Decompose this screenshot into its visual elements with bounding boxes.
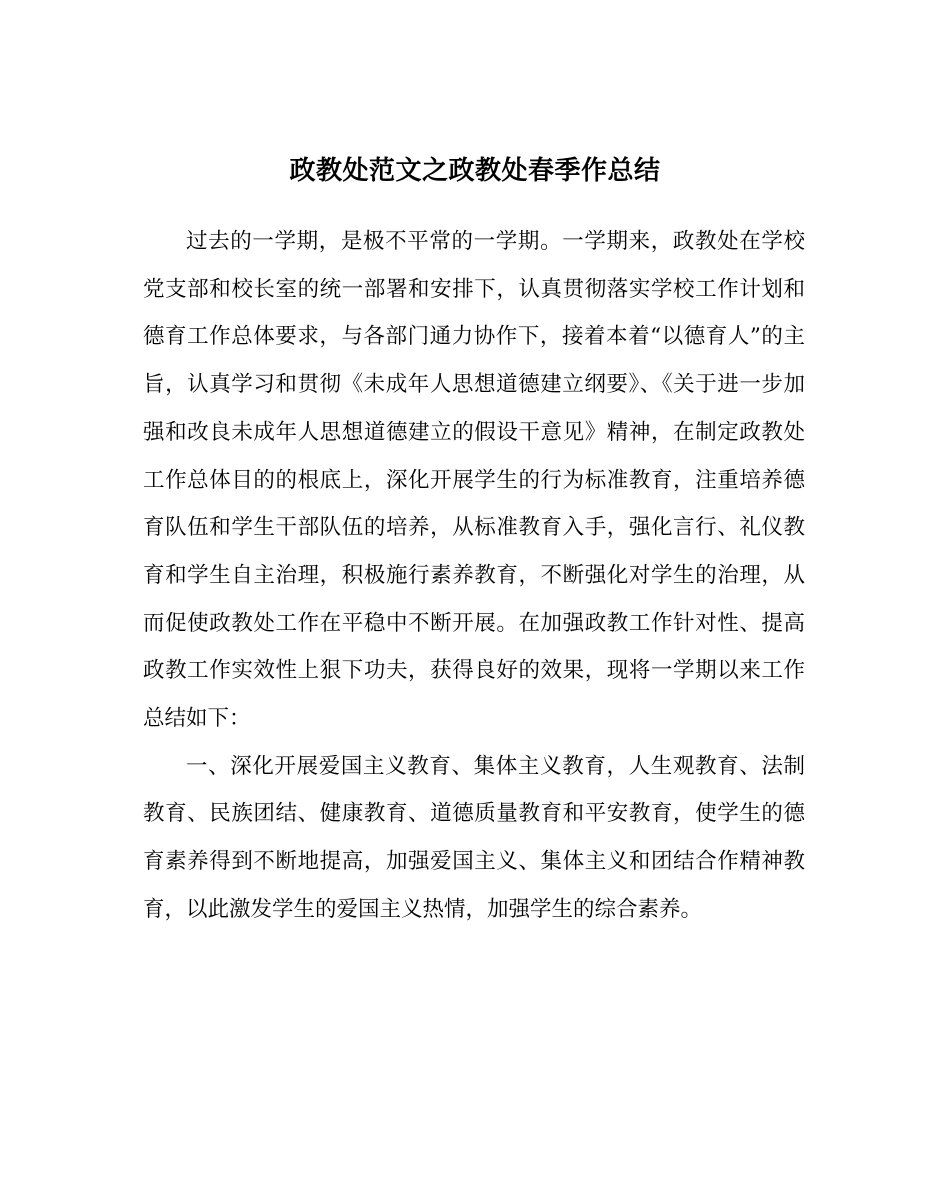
document-title: 政教处范文之政教处春季作总结: [289, 156, 661, 187]
document-body: [143, 218, 805, 934]
paragraph-section-one: 一、深化开展爱国主义教育、集体主义教育，人生观教育、法制教育、民族团结、健康教育、道德质量教育和平安教育，使学生的德育素养得到不断地提高，加强爱国主义、集体主义和团结合作精神教育，以此激发学生的爱国主义热情，加强学生的综合素养。: [143, 753, 805, 922]
paragraph-intro: 过去的一学期，是极不平常的一学期。一学期来，政教处在学校党支部和校长室的统一部署和安排下，认真贯彻落实学校工作计划和德育工作总体要求，与各部门通力协作下，接着本着“以德育人”的主旨，认真学习和贯彻《未成年人思想道德建立纲要》、《关于进一步加强和改良未成年人思想道德建立的假设干意见》精神，在制定政教处工作总体目的的根底上，深化开展学生的行为标准教育，注重培养德育队伍和学生干部队伍的培养，从标准教育入手，强化言行、礼仪教育和学生自主治理，积极施行素养教育，不断强化对学生的治理，从而促使政教处工作在平稳中不断开展。在加强政教工作针对性、提高政教工作实效性上狠下功夫，获得良好的效果，现将一学期以来工作总结如下：: [143, 229, 805, 732]
